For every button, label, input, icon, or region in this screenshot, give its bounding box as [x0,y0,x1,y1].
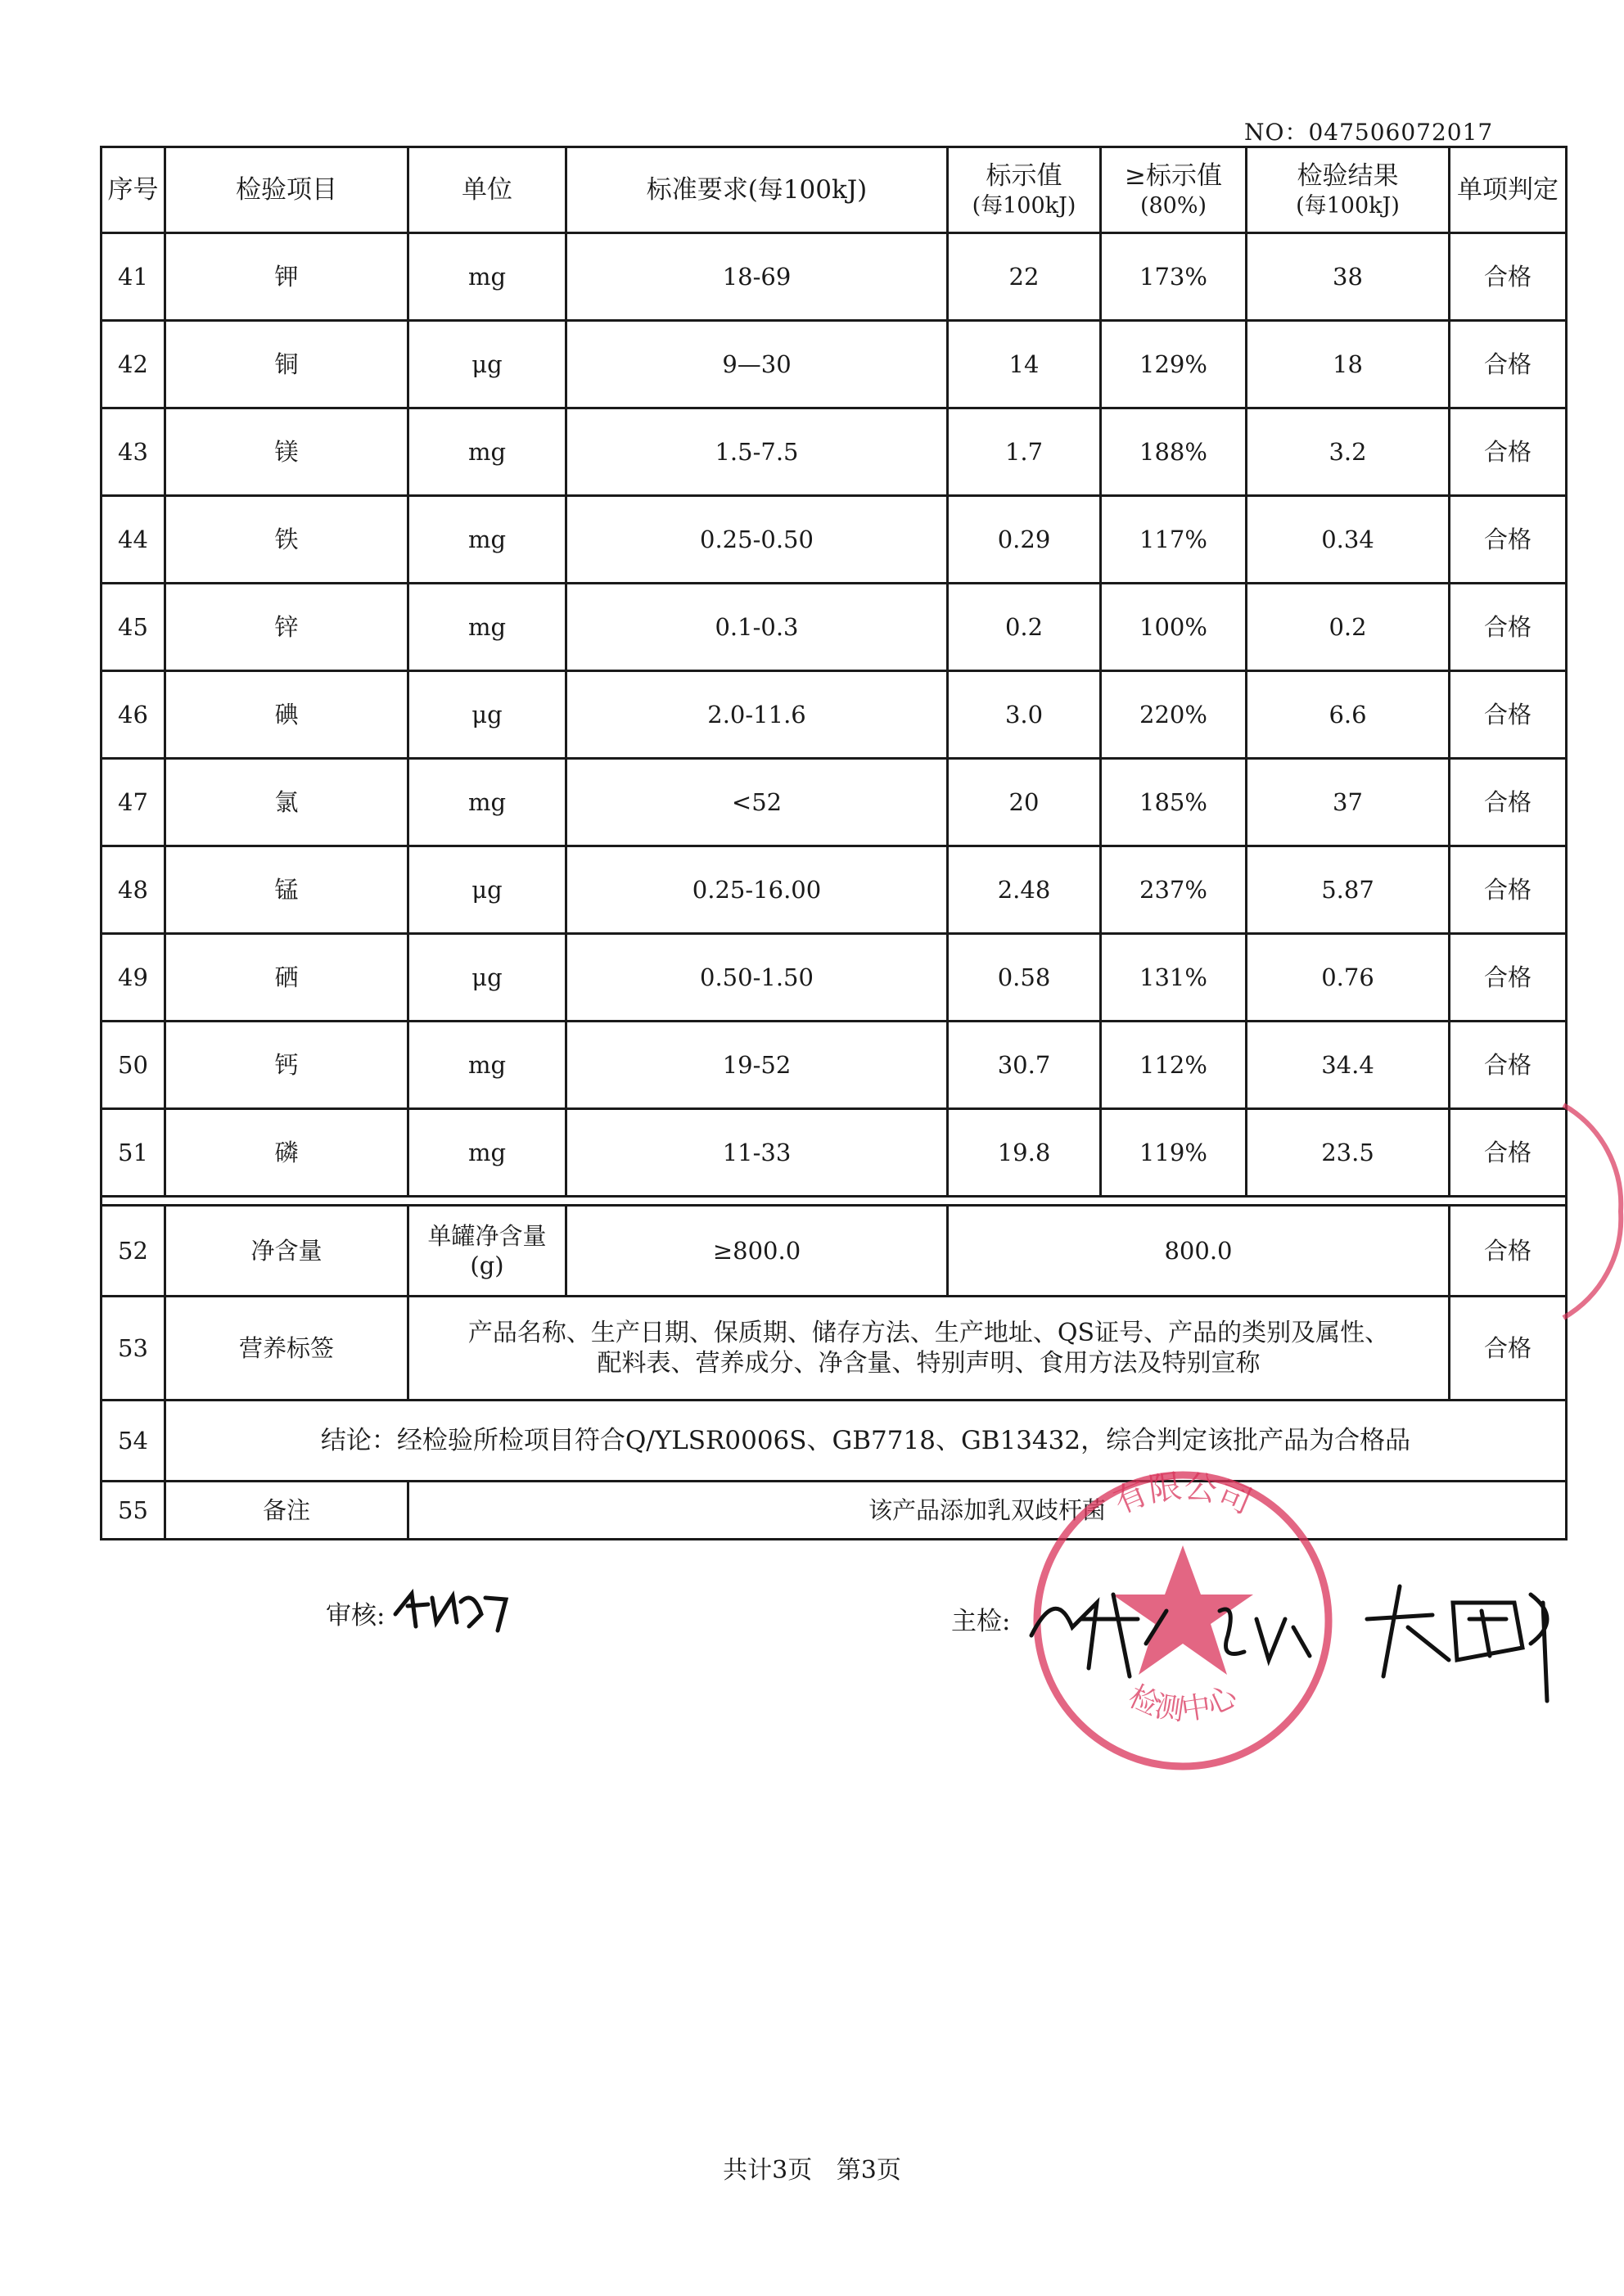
cell-percent: 237% [1101,846,1247,934]
cell-percent: 129% [1101,321,1247,408]
cell-percent: 100% [1101,584,1247,671]
cell-verdict: 合格 [1450,1109,1567,1197]
net-unit-line1: 单罐净含量 [427,1221,547,1250]
cell-result: 0.34 [1247,496,1450,584]
cell-percent: 185% [1101,759,1247,846]
cell-verdict: 合格 [1450,759,1567,846]
cell-percent: 119% [1101,1109,1247,1197]
cell-unit: μg [408,846,566,934]
cell-serial: 45 [102,584,165,671]
header-standard: 标准要求(每100kJ) [566,147,948,233]
cell-result: 38 [1247,233,1450,321]
table-row [102,759,1567,846]
cell-labeled-value: 2.48 [948,846,1101,934]
table-header-row [102,147,1567,233]
cell-labeled-value: 14 [948,321,1101,408]
cell-standard: 1.5-7.5 [566,408,948,496]
cell-verdict: 合格 [1450,934,1567,1022]
seal-bottom-text: 检测中心 [1123,1679,1243,1728]
cell-standard: 19-52 [566,1022,948,1109]
cell-verdict: 合格 [1450,233,1567,321]
label-text-line2: 配料表、营养成分、净含量、特别声明、食用方法及特别宣称 [597,1349,1261,1378]
cell-result: 18 [1247,321,1450,408]
net-standard: ≥800.0 [566,1206,948,1297]
cell-standard: 18-69 [566,233,948,321]
cell-result: 23.5 [1247,1109,1450,1197]
cell-percent: 131% [1101,934,1247,1022]
table-row [102,321,1567,408]
cell-unit: mg [408,584,566,671]
header-result [1247,147,1450,233]
cell-result: 37 [1247,759,1450,846]
table-gap-cell [102,1197,1567,1206]
cell-unit: mg [408,1022,566,1109]
cell-result: 3.2 [1247,408,1450,496]
net-item: 净含量 [165,1206,408,1297]
nutrition-label-row [102,1297,1567,1401]
cell-standard: 0.50-1.50 [566,934,948,1022]
header-labeled-line2: (每100kJ) [972,192,1076,219]
cell-standard: 9—30 [566,321,948,408]
footer-total-pages: 共计3页 [723,2156,813,2185]
cell-item: 磷 [165,1109,408,1197]
cell-labeled-value: 19.8 [948,1109,1101,1197]
inspection-table [100,146,1568,1540]
cell-verdict: 合格 [1450,584,1567,671]
header-labeled-line1: 标示值 [986,160,1062,191]
header-verdict: 单项判定 [1450,147,1567,233]
table-row [102,496,1567,584]
cell-result: 6.6 [1247,671,1450,759]
header-percent-line1: ≥标示值 [1125,160,1222,191]
cell-item: 锰 [165,846,408,934]
cell-unit: μg [408,934,566,1022]
cell-unit: mg [408,1109,566,1197]
cell-unit: μg [408,671,566,759]
cell-result: 0.2 [1247,584,1450,671]
cell-standard: 11-33 [566,1109,948,1197]
page-footer [0,2149,1624,2185]
net-unit-line2: (g) [470,1252,504,1279]
cell-item: 钙 [165,1022,408,1109]
cell-item: 钾 [165,233,408,321]
conclusion-text: 结论：经检验所检项目符合Q/YLSR0006S、GB7718、GB13432，综合判定该批产品为合格品 [165,1401,1567,1482]
cell-result: 34.4 [1247,1022,1450,1109]
cell-standard: 0.25-16.00 [566,846,948,934]
cell-percent: 112% [1101,1022,1247,1109]
header-serial: 序号 [102,147,165,233]
cell-serial: 46 [102,671,165,759]
cell-labeled-value: 20 [948,759,1101,846]
table-row [102,584,1567,671]
cell-labeled-value: 0.29 [948,496,1101,584]
table-row [102,1022,1567,1109]
cell-item: 硒 [165,934,408,1022]
header-labeled-value [948,147,1101,233]
cell-labeled-value: 30.7 [948,1022,1101,1109]
cell-item: 氯 [165,759,408,846]
label-text [408,1297,1450,1401]
table-row [102,846,1567,934]
cell-item: 镁 [165,408,408,496]
net-serial: 52 [102,1206,165,1297]
cell-verdict: 合格 [1450,1022,1567,1109]
cell-standard: 0.25-0.50 [566,496,948,584]
table-row [102,934,1567,1022]
table-row [102,408,1567,496]
table-row [102,233,1567,321]
cell-percent: 173% [1101,233,1247,321]
net-content-row [102,1206,1567,1297]
inspector-signatures [1023,1570,1563,1709]
cell-standard: <52 [566,759,948,846]
reviewer-signature [391,1581,514,1639]
label-item: 营养标签 [165,1297,408,1401]
cell-verdict: 合格 [1450,846,1567,934]
cell-serial: 41 [102,233,165,321]
cell-item: 铁 [165,496,408,584]
reviewer-label: 审核: [326,1601,386,1631]
label-text-line1: 产品名称、生产日期、保质期、储存方法、生产地址、QS证号、产品的类别及属性、 [467,1318,1390,1347]
remark-serial: 55 [102,1482,165,1540]
cell-serial: 43 [102,408,165,496]
header-item: 检验项目 [165,147,408,233]
cell-serial: 49 [102,934,165,1022]
table-gap [102,1197,1567,1206]
cell-labeled-value: 0.58 [948,934,1101,1022]
cell-serial: 48 [102,846,165,934]
cell-item: 铜 [165,321,408,408]
header-unit: 单位 [408,147,566,233]
cell-unit: mg [408,408,566,496]
net-unit [408,1206,566,1297]
cell-standard: 2.0-11.6 [566,671,948,759]
header-percent-line2: (80%) [1139,192,1207,219]
cell-verdict: 合格 [1450,321,1567,408]
footer-current-page: 第3页 [836,2156,901,2185]
cell-labeled-value: 1.7 [948,408,1101,496]
cell-item: 锌 [165,584,408,671]
net-verdict: 合格 [1450,1206,1567,1297]
header-percent [1101,147,1247,233]
inspector-label: 主检: [951,1607,1011,1636]
cell-unit: μg [408,321,566,408]
cell-labeled-value: 0.2 [948,584,1101,671]
report-number: NO：047506072017 [1244,119,1494,146]
cell-verdict: 合格 [1450,496,1567,584]
cell-unit: mg [408,759,566,846]
label-verdict: 合格 [1450,1297,1567,1401]
cell-item: 碘 [165,671,408,759]
cell-result: 5.87 [1247,846,1450,934]
cell-serial: 50 [102,1022,165,1109]
table-body [102,233,1567,1540]
cell-labeled-value: 22 [948,233,1101,321]
cell-verdict: 合格 [1450,408,1567,496]
cell-unit: mg [408,496,566,584]
seal-text: 有限公司 [1108,1467,1257,1522]
cell-unit: mg [408,233,566,321]
cell-serial: 47 [102,759,165,846]
cell-verdict: 合格 [1450,671,1567,759]
cell-serial: 51 [102,1109,165,1197]
cell-percent: 117% [1101,496,1247,584]
header-result-line2: (每100kJ) [1296,192,1400,219]
remark-item: 备注 [165,1482,408,1540]
header-result-line1: 检验结果 [1297,160,1399,191]
cell-percent: 188% [1101,408,1247,496]
remark-text: 该产品添加乳双歧杆菌 [408,1482,1567,1540]
edge-seal [1555,1089,1624,1334]
table-row [102,1109,1567,1197]
cell-percent: 220% [1101,671,1247,759]
cell-serial: 44 [102,496,165,584]
label-serial: 53 [102,1297,165,1401]
cell-labeled-value: 3.0 [948,671,1101,759]
cell-standard: 0.1-0.3 [566,584,948,671]
net-result: 800.0 [948,1206,1450,1297]
cell-result: 0.76 [1247,934,1450,1022]
table-row [102,671,1567,759]
cell-serial: 42 [102,321,165,408]
conclusion-serial: 54 [102,1401,165,1482]
